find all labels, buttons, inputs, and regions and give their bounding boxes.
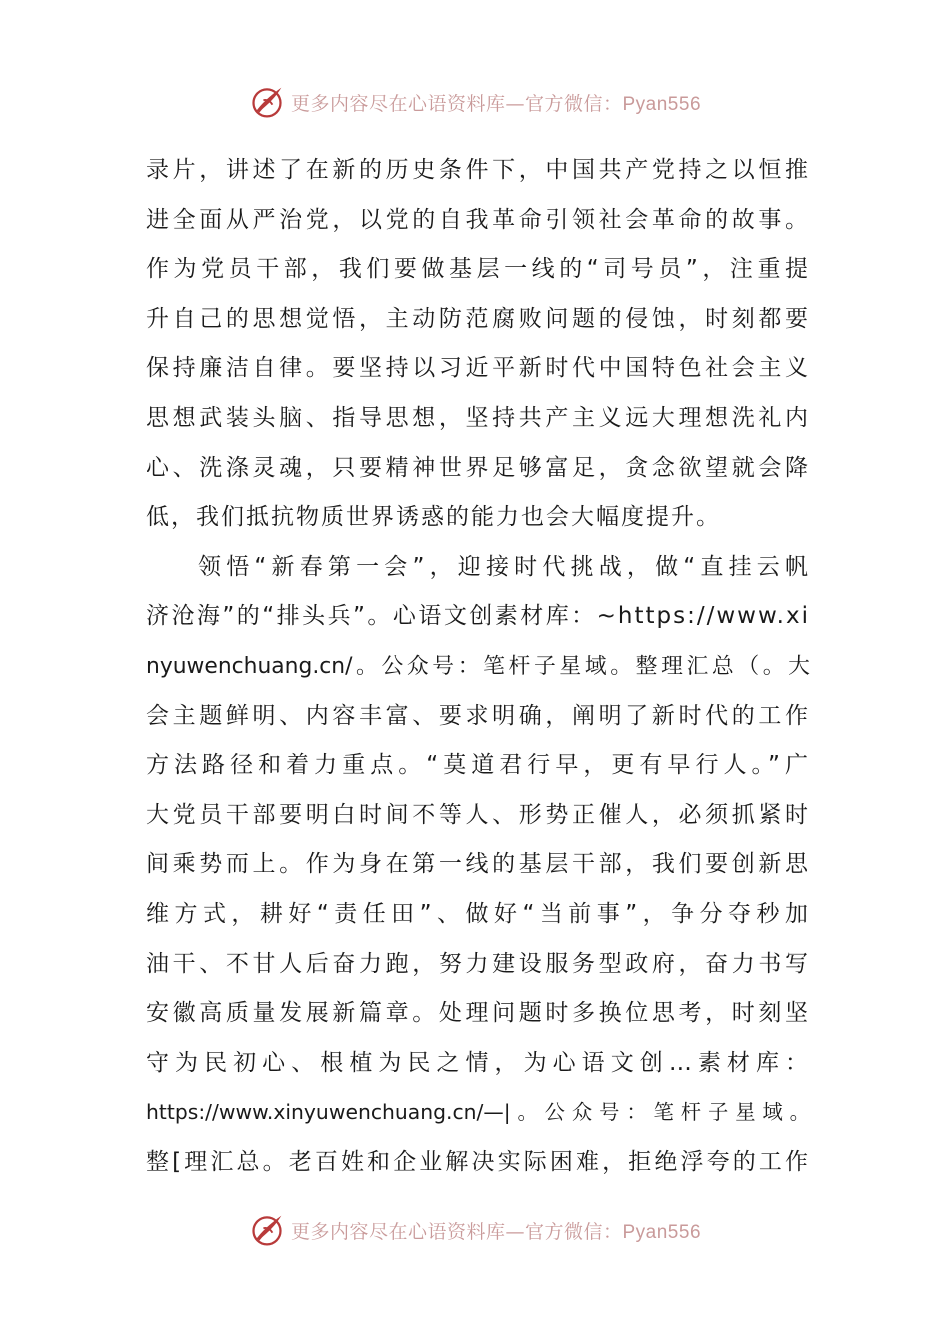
body-line: 作为党员干部，我们要做基层一线的“司号员”，注重提	[146, 256, 810, 283]
footer-banner-separator: —	[505, 1220, 525, 1243]
header-banner-separator: —	[505, 92, 525, 115]
quill-logo-icon	[249, 84, 285, 120]
header-banner-wechat-label: 官方微信：	[524, 92, 623, 115]
body-line: 低，我们抵抗物质世界诱惑的能力也会大幅度提升。	[146, 504, 721, 531]
quill-logo-icon	[249, 1212, 285, 1248]
header-banner	[0, 82, 950, 122]
body-line: 保持廉洁自律。要坚持以习近平新时代中国特色社会主义	[146, 355, 810, 382]
footer-banner-inner	[249, 1212, 701, 1248]
body-line: 进全面从严治党，以党的自我革命引领社会革命的故事。	[146, 206, 810, 233]
header-banner-inner	[249, 84, 701, 120]
body-line: 领悟“新春第一会”，迎接时代挑战，做“直挂云帆	[198, 553, 810, 580]
body-line: 间乘势而上。作为身在第一线的基层干部，我们要创新思	[146, 851, 810, 878]
body-line: 心、洗涤灵魂，只要精神世界足够富足，贪念欲望就会降	[146, 454, 810, 481]
body-line: 升自己的思想觉悟，主动防范腐败问题的侵蚀，时刻都要	[146, 305, 810, 332]
body-line: 维方式，耕好“责任田”、做好“当前事”，争分夺秒加	[146, 900, 810, 927]
document-body	[146, 146, 810, 1187]
body-line: nyuwenchuang.cn/。公众号：笔杆子星域。整理汇总（。大	[146, 653, 810, 679]
header-banner-wechat-id: Pyan556	[622, 93, 702, 115]
body-line: 济沧海”的“排头兵”。心语文创素材库：~https://www.xi	[146, 603, 810, 630]
body-line: 整[理汇总。老百姓和企业解决实际困难，拒绝浮夸的工作	[146, 1148, 810, 1175]
footer-banner	[0, 1210, 950, 1250]
body-line: 方法路径和着力重点。“莫道君行早，更有早行人。”广	[146, 752, 810, 779]
body-line: 大党员干部要明白时间不等人、形势正催人，必须抓紧时	[146, 801, 810, 828]
header-banner-title: 更多内容尽在心语资料库	[290, 92, 506, 115]
footer-banner-title: 更多内容尽在心语资料库	[290, 1220, 506, 1243]
body-line: 会主题鲜明、内容丰富、要求明确，阐明了新时代的工作	[146, 702, 810, 729]
body-line: https://www.xinyuwenchuang.cn/—|。公众号：笔杆子星域。	[146, 1100, 810, 1125]
footer-banner-wechat-id: Pyan556	[622, 1221, 702, 1243]
header-banner-text	[291, 89, 701, 116]
body-line: 油干、不甘人后奋力跑，努力建设服务型政府，奋力书写	[146, 950, 810, 977]
footer-banner-wechat-label: 官方微信：	[524, 1220, 623, 1243]
body-line: 思想武装头脑、指导思想，坚持共产主义远大理想洗礼内	[146, 404, 810, 431]
body-line: 守为民初心、根植为民之情，为心语文创…素材库：	[146, 1049, 810, 1076]
body-line: 录片，讲述了在新的历史条件下，中国共产党持之以恒推	[146, 157, 810, 183]
footer-banner-text	[291, 1217, 701, 1244]
body-line: 安徽高质量发展新篇章。处理问题时多换位思考，时刻坚	[146, 1000, 810, 1027]
